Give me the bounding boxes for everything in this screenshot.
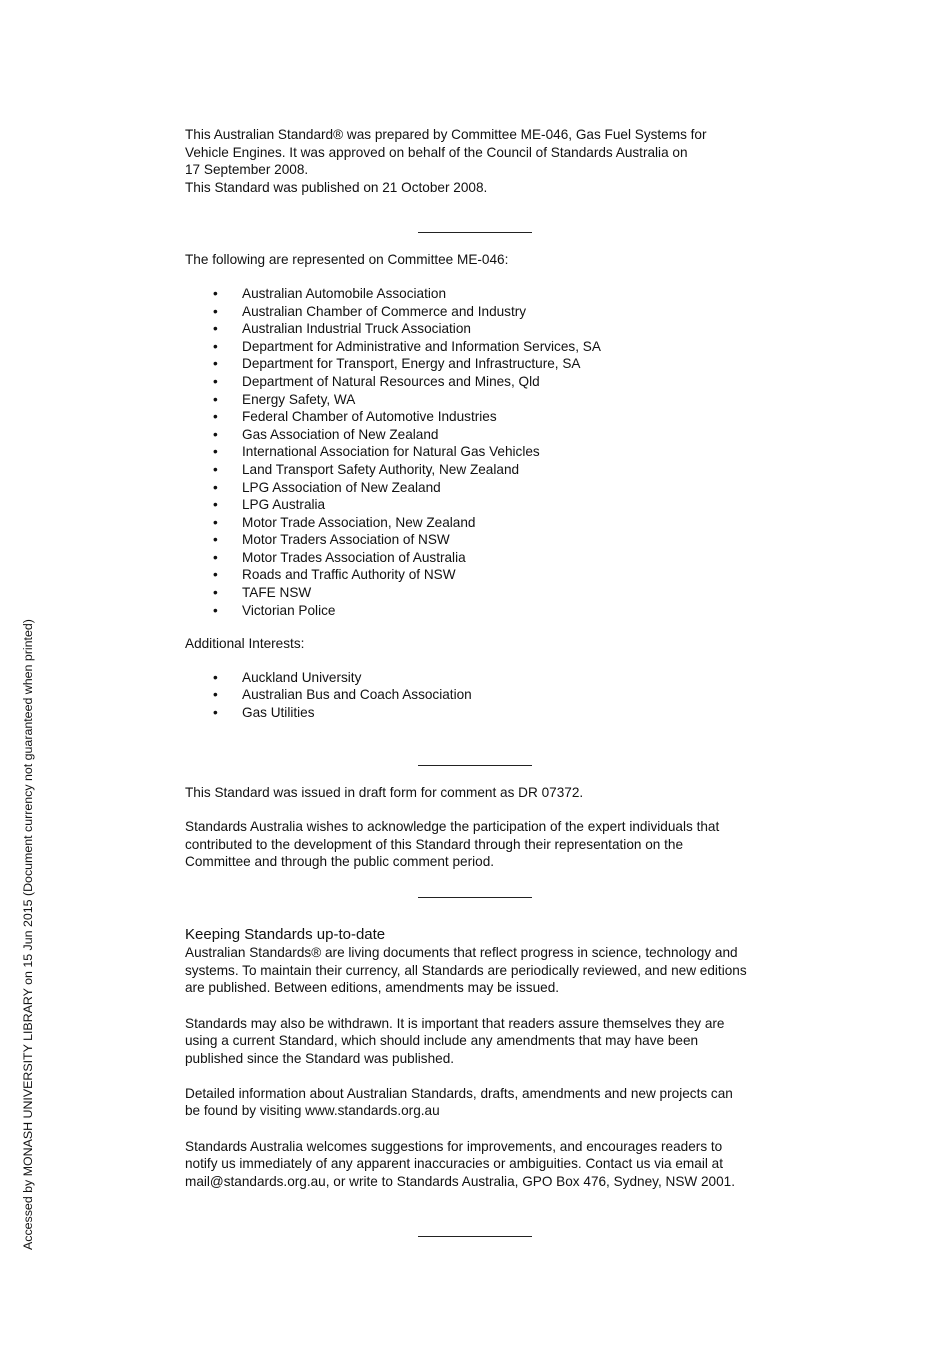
bullet-icon: • — [213, 532, 218, 548]
bullet-icon: • — [213, 705, 218, 721]
bullet-icon: • — [213, 356, 218, 372]
bullet-icon: • — [213, 391, 218, 407]
section-divider — [418, 1236, 532, 1237]
list-item: • Motor Trades Association of Australia — [213, 549, 466, 565]
committee-members-list — [185, 285, 785, 619]
bullet-icon: • — [213, 585, 218, 601]
intro-line: This Australian Standard® was prepared by Committee ME-046, Gas Fuel Systems for — [185, 127, 707, 142]
list-item: • Department of Natural Resources and Mines, Qld — [213, 373, 540, 389]
committee-heading: The following are represented on Committee ME-046: — [185, 252, 509, 268]
list-item: • LPG Australia — [213, 497, 326, 513]
list-item: • Auckland University — [213, 669, 362, 685]
list-item: • Australian Chamber of Commerce and Industry — [213, 303, 527, 319]
draft-issued-text: This Standard was issued in draft form for comment as DR 07372. — [185, 784, 584, 800]
bullet-icon: • — [213, 321, 218, 337]
list-item: • Energy Safety, WA — [213, 391, 356, 407]
bullet-icon: • — [213, 602, 218, 618]
bullet-icon: • — [213, 479, 218, 495]
bullet-icon: • — [213, 444, 218, 460]
bullet-icon: • — [213, 567, 218, 583]
bullet-icon: • — [213, 514, 218, 530]
list-item: • Australian Industrial Truck Association — [213, 321, 471, 337]
intro-line: This Standard was published on 21 October 2008. — [185, 179, 488, 195]
bullet-icon: • — [213, 409, 218, 425]
bullet-icon: • — [213, 687, 218, 703]
bullet-icon: • — [213, 285, 218, 301]
bullet-icon: • — [213, 497, 218, 513]
list-item: • LPG Association of New Zealand — [213, 479, 441, 495]
list-item: • Federal Chamber of Automotive Industries — [213, 409, 497, 425]
section-divider — [418, 765, 532, 766]
list-item: • Land Transport Safety Authority, New Zealand — [213, 461, 520, 477]
list-item: • International Association for Natural Gas Vehicles — [213, 444, 540, 460]
bullet-icon: • — [213, 549, 218, 565]
list-item: • Australian Automobile Association — [213, 285, 447, 301]
bullet-icon: • — [213, 338, 218, 354]
bullet-icon: • — [213, 461, 218, 477]
bullet-icon: • — [213, 426, 218, 442]
ack-line: Standards Australia wishes to acknowledge the participation of the expert individuals that — [185, 819, 720, 835]
intro-line: 17 September 2008. — [185, 162, 309, 178]
list-item: • Gas Utilities — [213, 705, 315, 721]
bullet-icon: • — [213, 303, 218, 319]
document-page — [185, 126, 785, 1237]
list-item: • Motor Traders Association of NSW — [213, 532, 450, 548]
access-notice: Accessed by MONASH UNIVERSITY LIBRARY on 15 Jun 2015 (Document currency not guaranteed when printed) — [21, 619, 35, 1250]
bullet-icon: • — [213, 669, 218, 685]
uptodate-paragraph-2: Standards may also be withdrawn. It is important that readers assure themselves they are using a current Standard, which should include any amendments that may have been published since the Standard was published. — [185, 1015, 725, 1066]
bullet-icon: • — [213, 373, 218, 389]
list-item: • Department for Administrative and Information Services, SA — [213, 338, 601, 354]
list-item: • Australian Bus and Coach Association — [213, 687, 472, 703]
uptodate-paragraph-3: Detailed information about Australian Standards, drafts, amendments and new projects can be found by visiting www.standards.org.au — [185, 1085, 733, 1119]
section-divider — [418, 897, 532, 898]
list-item: • Department for Transport, Energy and Infrastructure, SA — [213, 356, 581, 372]
list-item: • TAFE NSW — [213, 585, 312, 601]
acknowledgement-paragraph — [185, 818, 785, 871]
list-item: • Motor Trade Association, New Zealand — [213, 514, 476, 530]
ack-line: Committee and through the public comment period. — [185, 854, 495, 870]
section-divider — [418, 232, 532, 233]
list-item: • Victorian Police — [213, 602, 336, 618]
list-item: • Roads and Traffic Authority of NSW — [213, 567, 456, 583]
additional-interests-heading: Additional Interests: — [185, 636, 305, 652]
uptodate-paragraph-1: Australian Standards® are living documents that reflect progress in science, technology and systems. To maintain their currency, all Standards are periodically reviewed, and new editions are published. Between editions, amendments may be issued. — [185, 945, 747, 996]
additional-interests-list — [185, 669, 785, 722]
intro-paragraph — [185, 126, 785, 196]
uptodate-paragraph-4: Standards Australia welcomes suggestions for improvements, and encourages readers to notify us immediately of any apparent inaccuracies or ambiguities. Contact us via email at mail@standards.org.au, or write to Standards Australia, GPO Box 476, Sydney, NSW 2001. — [185, 1138, 736, 1189]
ack-line: contributed to the development of this Standard through their representation on the — [185, 836, 684, 852]
intro-line: Vehicle Engines. It was approved on behalf of the Council of Standards Australia on — [185, 144, 688, 160]
section-heading: Keeping Standards up-to-date — [185, 926, 386, 943]
list-item: • Gas Association of New Zealand — [213, 426, 439, 442]
